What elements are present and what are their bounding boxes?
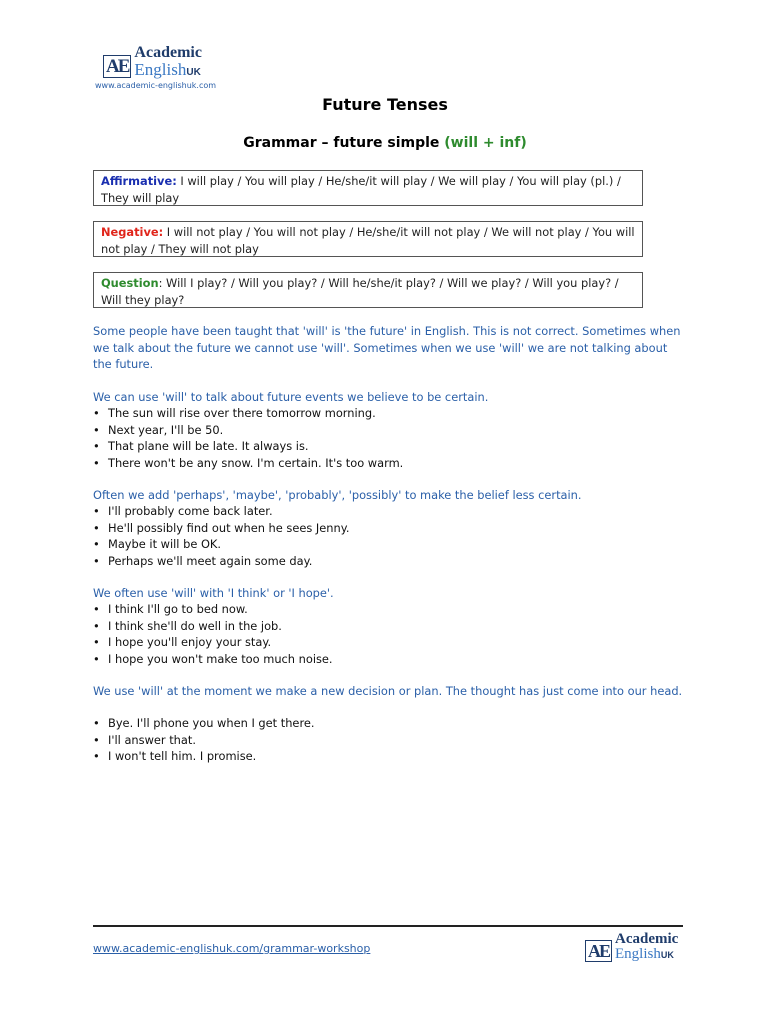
list-item: • He'll possibly find out when he sees Jenny. [93, 520, 683, 537]
section-2-list [93, 503, 683, 569]
affirmative-box [93, 170, 643, 206]
logo-suffix: UK [186, 67, 201, 78]
logo-line1: Academic [615, 931, 679, 947]
logo-mark: AE [103, 55, 131, 78]
footer-link[interactable]: www.academic-englishuk.com/grammar-workshop [93, 942, 371, 955]
logo-line2: English [134, 60, 187, 79]
footer-divider [93, 925, 683, 927]
list-item: • There won't be any snow. I'm certain. It's too warm. [93, 455, 683, 472]
negative-label: Negative: [101, 225, 164, 239]
list-item: • I hope you'll enjoy your stay. [93, 634, 683, 651]
negative-box [93, 221, 643, 257]
question-label: Question [101, 276, 159, 290]
section-1-list [93, 405, 683, 471]
affirmative-label: Affirmative: [101, 174, 177, 188]
list-item: • I'll answer that. [93, 732, 683, 749]
page-subtitle [0, 135, 770, 151]
list-item: • Bye. I'll phone you when I get there. [93, 715, 683, 732]
list-item: • I hope you won't make too much noise. [93, 651, 683, 668]
list-item: • Maybe it will be OK. [93, 536, 683, 553]
header-logo [103, 45, 202, 78]
logo-line2: English [615, 946, 661, 962]
header-site-url[interactable]: www.academic-englishuk.com [95, 81, 217, 90]
list-item: • Next year, I'll be 50. [93, 422, 683, 439]
section-4-list [93, 715, 683, 765]
list-item: • I think I'll go to bed now. [93, 601, 683, 618]
section-3-heading: We often use 'will' with 'I think' or 'I hope'. [93, 586, 334, 600]
list-item: • The sun will rise over there tomorrow morning. [93, 405, 683, 422]
list-item: • I'll probably come back later. [93, 503, 683, 520]
list-item: • That plane will be late. It always is. [93, 438, 683, 455]
section-1-heading: We can use 'will' to talk about future events we believe to be certain. [93, 390, 489, 404]
section-3-list [93, 601, 683, 667]
intro-paragraph: Some people have been taught that 'will' is 'the future' in English. This is not correct. Sometimes when we talk about the future we cannot use 'will'. Sometimes when we use 'will' we are not talking about the future. [93, 324, 681, 371]
question-text: : Will I play? / Will you play? / Will he/she/it play? / Will we play? / Will you play? / Will they play? [101, 276, 619, 307]
list-item: • Perhaps we'll meet again some day. [93, 553, 683, 570]
negative-text: I will not play / You will not play / He/she/it will not play / We will not play / You will not play / They will not play [101, 225, 635, 256]
section-2-heading: Often we add 'perhaps', 'maybe', 'probably', 'possibly' to make the belief less certain. [93, 488, 582, 502]
page-title: Future Tenses [322, 95, 448, 114]
section-4-heading: We use 'will' at the moment we make a new decision or plan. The thought has just come into our head. [93, 684, 683, 698]
list-item: • I think she'll do well in the job. [93, 618, 683, 635]
list-item: • I won't tell him. I promise. [93, 748, 683, 765]
logo-suffix: UK [660, 950, 674, 960]
footer-logo [585, 932, 678, 962]
logo-mark: AE [585, 940, 612, 962]
affirmative-text: I will play / You will play / He/she/it will play / We will play / You will play (pl.) / They will play [101, 174, 621, 205]
question-box [93, 272, 643, 308]
logo-line1: Academic [134, 44, 202, 61]
subtitle-main: Grammar – future simple [243, 135, 445, 151]
subtitle-highlight: (will + inf) [444, 135, 527, 151]
